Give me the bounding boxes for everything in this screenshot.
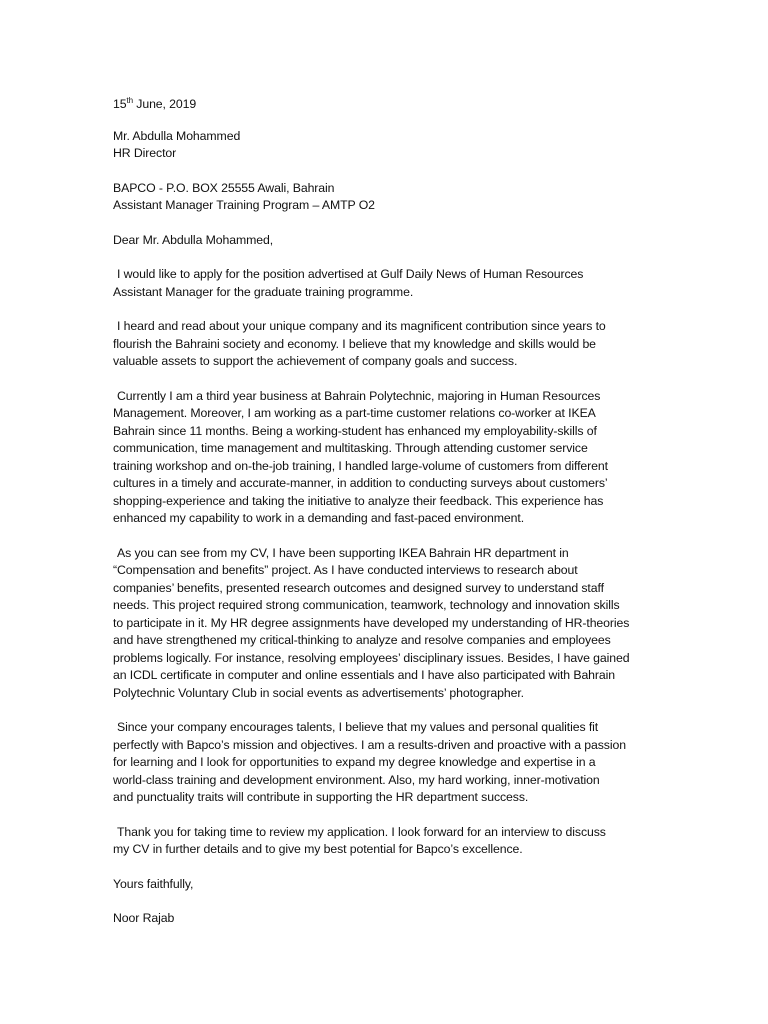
paragraph-3 [113,388,643,528]
recipient-block [113,128,643,163]
paragraph-line: As you can see from my CV, I have been supporting IKEA Bahrain HR department in [117,545,569,560]
date-suffix: th [126,95,133,105]
paragraph-line: “Compensation and benefits” project. As I have conducted interviews to research about [113,563,578,577]
paragraph-line: to participate in it. My HR degree assignments have developed my understanding of HR-theories [113,615,630,630]
paragraph-1 [113,266,643,301]
paragraph-line: Since your company encourages talents, I believe that my values and personal qualities fit [117,720,599,734]
address-block [113,180,643,215]
paragraph-4 [113,545,643,703]
paragraph-5 [113,719,643,807]
program-line: Assistant Manager Training Program – AMTP O2 [113,198,375,212]
salutation: Dear Mr. Abdulla Mohammed, [113,232,274,247]
paragraph-line: and have strengthened my critical-thinking to analyze and resolve companies and employees [113,633,611,647]
paragraph-line: needs. This project required strong communication, teamwork, technology and innovation skills [113,598,620,612]
signature-name: Noor Rajab [113,911,175,925]
paragraph-line: I would like to apply for the position advertised at Gulf Daily News of Human Resources [117,267,584,281]
paragraph-line: perfectly with Bapco’s mission and objectives. I am a results-driven and proactive with a passion [113,737,626,752]
paragraph-line: an ICDL certificate in computer and online essentials and I have also participated with Bahrain [113,668,616,682]
paragraph-line: Thank you for taking time to review my application. I look forward for an interview to discuss [117,824,606,839]
paragraph-line: training workshop and on-the-job training, I handled large-volume of customers from different [113,458,608,473]
date-rest: June, 2019 [132,97,197,111]
paragraph-line: shopping-experience and taking the initiative to analyze their feedback. This experience has [113,493,604,508]
paragraph-line: world-class training and development environment. Also, my hard working, inner-motivation [113,772,600,787]
paragraph-line: and punctuality traits will contribute in supporting the HR department success. [113,790,529,804]
recipient-name: Mr. Abdulla Mohammed [113,128,241,143]
paragraph-line: my CV in further details and to give my best potential for Bapco’s excellence. [113,842,523,856]
paragraph-line: valuable assets to support the achievement of company goals and success. [113,354,518,368]
letter-date [113,96,643,114]
paragraph-line: Management. Moreover, I am working as a part-time customer relations co-worker at IKEA [113,406,596,420]
cover-letter [113,96,643,928]
paragraph-2 [113,318,643,371]
paragraph-line: Polytechnic Voluntary Club in social events as advertisements’ photographer. [113,685,524,700]
paragraph-line: for learning and I look for opportunities to expand my degree knowledge and expertise in a [113,755,596,769]
paragraph-line: cultures in a timely and accurate-manner, in addition to conducting surveys about customers’ [113,476,608,490]
paragraph-line: Currently I am a third year business at Bahrain Polytechnic, majoring in Human Resources [117,388,601,403]
paragraph-line: enhanced my capability to work in a demanding and fast-paced environment. [113,511,525,525]
paragraph-6 [113,824,643,859]
paragraph-line: communication, time management and multitasking. Through attending customer service [113,441,588,455]
paragraph-line: problems logically. For instance, resolving employees’ disciplinary issues. Besides, I have gained [113,650,630,665]
paragraph-line: flourish the Bahraini society and economy. I believe that my knowledge and skills would be [113,336,596,351]
recipient-address: BAPCO - P.O. BOX 25555 Awali, Bahrain [113,180,335,195]
recipient-title: HR Director [113,146,177,160]
paragraph-line: Assistant Manager for the graduate training programme. [113,284,414,299]
paragraph-line: companies’ benefits, presented research outcomes and designed survey to understand staff [113,580,604,595]
paragraph-line: I heard and read about your unique company and its magnificent contribution since years to [117,319,606,333]
closing: Yours faithfully, [113,876,194,891]
paragraph-line: Bahrain since 11 months. Being a working-student has enhanced my employability-skills of [113,423,597,438]
date-day: 15 [113,97,127,111]
